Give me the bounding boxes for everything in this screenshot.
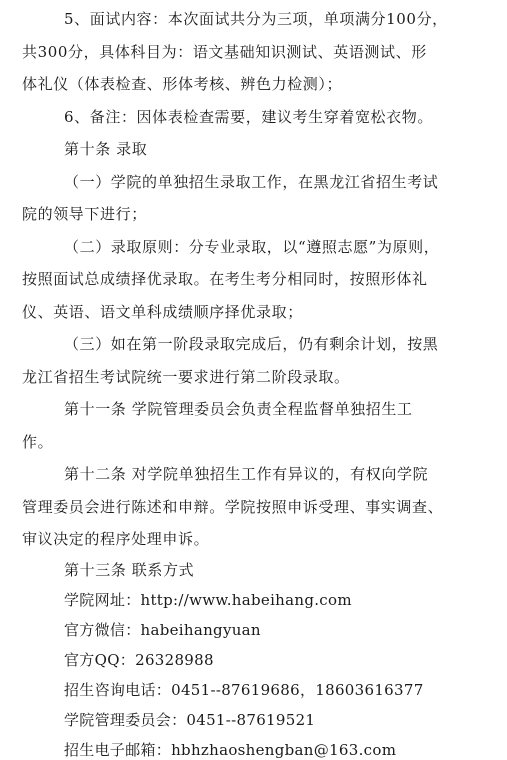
contact-website: 学院网址：http://www.habeihang.com (64, 591, 352, 609)
contact-qq: 官方QQ：26328988 (64, 651, 214, 669)
contact-phone: 招生咨询电话：0451--87619686，18603616377 (64, 681, 424, 699)
text-line-remark: 6、备注：因体表检查需要，建议考生穿着宽松衣物。 (64, 107, 433, 126)
text-line-admission-3: （三）如在第一阶段录取完成后，仍有剩余计划，按黑 (64, 335, 439, 353)
text-line-admission-1-cont: 院的领导下进行； (22, 205, 147, 223)
text-line-admission-2-cont: 按照面试总成绩择优录取。在考生考分相同时，按照形体礼 (22, 270, 428, 288)
section-heading-appeal: 第十二条 对学院单独招生工作有异议的，有权向学院 (64, 465, 429, 483)
text-line-appeal-cont: 管理委员会进行陈述和申辩。学院按照申诉受理、事实调查、 (22, 497, 444, 516)
contact-committee: 学院管理委员会：0451--87619521 (64, 711, 316, 729)
contact-wechat: 官方微信：habeihangyuan (64, 621, 261, 639)
text-line-admission-1: （一）学院的单独招生录取工作，在黑龙江省招生考试 (64, 172, 439, 191)
text-line-subjects: 共300分，具体科目为：语文基础知识测试、英语测试、形 (22, 42, 427, 61)
contact-email: 招生电子邮箱：hbhzhaoshengban@163.com (64, 741, 397, 759)
section-heading-contact: 第十三条 联系方式 (64, 561, 195, 579)
text-line-supervision-cont: 作。 (22, 432, 54, 451)
text-line-admission-3-cont: 龙江省招生考试院统一要求进行第二阶段录取。 (22, 367, 350, 386)
text-line-admission-2: （二）录取原则：分专业录取，以“遵照志愿”为原则， (64, 237, 440, 256)
text-line-admission-2-cont2: 仪、英语、语文单科成绩顺序择优录取； (22, 302, 303, 321)
section-heading-supervision: 第十一条 学院管理委员会负责全程监督单独招生工 (64, 400, 413, 418)
text-line-subjects-cont: 体礼仪（体表检查、形体考核、辨色力检测）； (22, 75, 343, 93)
section-heading-admission: 第十条 录取 (64, 140, 148, 158)
text-line-appeal-cont2: 审议决定的程序处理申诉。 (22, 530, 210, 548)
text-line-interview-content: 5、面试内容：本次面试共分为三项，单项满分100分， (64, 10, 448, 28)
